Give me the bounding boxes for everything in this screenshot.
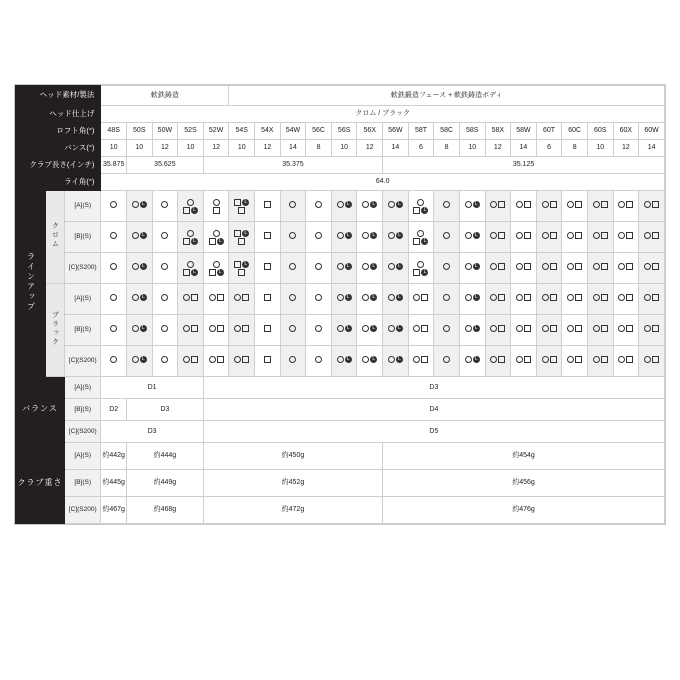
mark-cell: L [357,315,383,346]
mark-cell [639,346,665,377]
mark-cell [536,253,562,284]
mark-cell: L [126,253,152,284]
bounce-0: 10 [101,140,127,157]
lineup-row-label-black-b: [B](S) [65,315,101,346]
mark-cell: L [126,222,152,253]
mark-cell: L [408,253,434,284]
lineup-group-chrome: クロム [45,191,64,284]
loft-4: 52W [203,123,229,140]
row-weight-c [16,497,665,524]
head-finish-cell: クロム / ブラック [101,106,665,123]
mark-cell: L [357,284,383,315]
mark-cell [562,315,588,346]
weight-b-2: 約452g [203,470,382,497]
mark-cell: L [331,191,357,222]
loft-8: 56C [306,123,332,140]
balance-c-0: D3 [101,421,203,443]
mark-cell [639,253,665,284]
row-lineup-black-c [16,346,665,377]
mark-cell [306,222,332,253]
mark-cell: L [357,191,383,222]
mark-cell [613,346,639,377]
mark-cell [280,253,306,284]
mark-cell [229,315,255,346]
mark-cell [587,222,613,253]
mark-cell [562,222,588,253]
balance-b-0: D2 [101,399,127,421]
lineup-row-label-chrome-b: [B](S) [65,222,101,253]
mark-cell [613,222,639,253]
mark-cell [562,191,588,222]
mark-cell [434,346,460,377]
balance-b-2: D4 [203,399,664,421]
loft-12: 58T [408,123,434,140]
weight-c-3: 約476g [383,497,665,524]
club-length-2: 35.375 [203,157,382,174]
mark-cell [306,191,332,222]
mark-cell: L [459,253,485,284]
loft-0: 48S [101,123,127,140]
mark-cell: L [203,222,229,253]
loft-3: 52S [178,123,204,140]
balance-a-0: D1 [101,377,203,399]
mark-cell [511,191,537,222]
mark-cell [152,284,178,315]
mark-cell [203,346,229,377]
mark-cell [587,346,613,377]
mark-cell: L [357,253,383,284]
row-club-length [16,157,665,174]
mark-cell [280,346,306,377]
head-material-cell-0: 軟鉄鋳造 [101,86,229,106]
mark-cell: L [178,253,204,284]
mark-cell: L [331,284,357,315]
mark-cell [536,346,562,377]
mark-cell: L [383,191,409,222]
bounce-21: 14 [639,140,665,157]
bounce-18: 8 [562,140,588,157]
mark-cell [511,253,537,284]
mark-cell [178,315,204,346]
mark-cell [536,191,562,222]
mark-cell [101,222,127,253]
lineup-row-label-chrome-c: [C](S200) [65,253,101,284]
loft-14: 58S [459,123,485,140]
bounce-9: 10 [331,140,357,157]
balance-row-label-c: [C](S200) [65,421,101,443]
mark-cell [434,315,460,346]
mark-cell [255,222,281,253]
weight-a-1: 約444g [126,443,203,470]
mark-cell [152,191,178,222]
mark-cell [587,284,613,315]
balance-a-1: D3 [203,377,664,399]
loft-1: 50S [126,123,152,140]
mark-cell: L [229,191,255,222]
loft-13: 58C [434,123,460,140]
mark-cell [613,284,639,315]
loft-16: 58W [511,123,537,140]
row-lineup-chrome-b [16,222,665,253]
mark-cell [408,346,434,377]
mark-cell: L [459,315,485,346]
loft-20: 60X [613,123,639,140]
bounce-17: 6 [536,140,562,157]
loft-17: 60T [536,123,562,140]
mark-cell [280,315,306,346]
mark-cell [587,253,613,284]
mark-cell: L [459,191,485,222]
row-head-finish [16,106,665,123]
mark-cell: L [383,253,409,284]
mark-cell [203,191,229,222]
bounce-16: 14 [511,140,537,157]
mark-cell [152,315,178,346]
row-lie [16,174,665,191]
lie-cell: 64.0 [101,174,665,191]
bounce-20: 12 [613,140,639,157]
bounce-13: 8 [434,140,460,157]
mark-cell [255,191,281,222]
club-length-3: 35.125 [383,157,665,174]
mark-cell [485,222,511,253]
row-lineup-chrome-c [16,253,665,284]
weight-a-2: 約450g [203,443,382,470]
lineup-row-label-black-a: [A](S) [65,284,101,315]
mark-cell [562,346,588,377]
bounce-4: 12 [203,140,229,157]
mark-cell [485,191,511,222]
weight-b-0: 約445g [101,470,127,497]
bounce-6: 12 [255,140,281,157]
row-label-lie: ライ角(°) [16,174,101,191]
mark-cell [434,253,460,284]
bounce-14: 10 [459,140,485,157]
mark-cell: L [331,253,357,284]
mark-cell [434,222,460,253]
mark-cell [562,284,588,315]
row-label-club-length: クラブ長さ(インチ) [16,157,101,174]
bounce-11: 14 [383,140,409,157]
mark-cell [101,346,127,377]
mark-cell [408,315,434,346]
loft-5: 54S [229,123,255,140]
mark-cell [613,191,639,222]
mark-cell: L [383,222,409,253]
mark-cell [511,284,537,315]
weight-row-label-b: [B](S) [65,470,101,497]
club-length-1: 35.625 [126,157,203,174]
bounce-10: 12 [357,140,383,157]
balance-c-1: D5 [203,421,664,443]
mark-cell: L [408,222,434,253]
row-balance-b [16,399,665,421]
weight-row-label-c: [C](S200) [65,497,101,524]
mark-cell: L [459,222,485,253]
lineup-row-label-black-c: [C](S200) [65,346,101,377]
spec-table [15,85,665,524]
mark-cell [178,346,204,377]
mark-cell [101,284,127,315]
mark-cell [203,284,229,315]
loft-9: 56S [331,123,357,140]
bounce-19: 10 [587,140,613,157]
mark-cell: L [126,191,152,222]
loft-11: 56W [383,123,409,140]
bounce-2: 12 [152,140,178,157]
mark-cell [613,253,639,284]
row-bounce [16,140,665,157]
mark-cell: L [126,346,152,377]
mark-cell [255,315,281,346]
loft-10: 56X [357,123,383,140]
loft-18: 60C [562,123,588,140]
mark-cell [178,284,204,315]
loft-15: 58X [485,123,511,140]
row-label-club-weight: クラブ重さ [16,443,65,524]
mark-cell [280,191,306,222]
row-weight-b [16,470,665,497]
row-head-material [16,86,665,106]
mark-cell [536,315,562,346]
mark-cell: L [331,222,357,253]
mark-cell [613,315,639,346]
weight-c-0: 約467g [101,497,127,524]
mark-cell [639,315,665,346]
mark-cell [511,315,537,346]
balance-row-label-a: [A](S) [65,377,101,399]
mark-cell: L [331,315,357,346]
mark-cell [306,284,332,315]
mark-cell [255,284,281,315]
loft-21: 60W [639,123,665,140]
weight-b-3: 約456g [383,470,665,497]
row-balance-a [16,377,665,399]
mark-cell [536,284,562,315]
mark-cell [485,284,511,315]
loft-2: 50W [152,123,178,140]
loft-19: 60S [587,123,613,140]
bounce-12: 6 [408,140,434,157]
row-loft [16,123,665,140]
mark-cell: L [383,346,409,377]
row-label-head-material: ヘッド素材/製法 [16,86,101,106]
bounce-1: 10 [126,140,152,157]
lineup-row-label-chrome-a: [A](S) [65,191,101,222]
mark-cell: L [126,284,152,315]
mark-cell [280,284,306,315]
mark-cell [639,222,665,253]
mark-cell [485,315,511,346]
mark-cell [306,253,332,284]
mark-cell [280,222,306,253]
loft-6: 54X [255,123,281,140]
mark-cell [229,346,255,377]
mark-cell [101,253,127,284]
head-material-cell-1: 軟鉄鍛造フェース + 軟鉄鋳造ボディ [229,86,665,106]
mark-cell [152,253,178,284]
mark-cell [152,346,178,377]
row-weight-a [16,443,665,470]
mark-cell [101,315,127,346]
club-length-0: 35.875 [101,157,127,174]
row-lineup-black-b [16,315,665,346]
mark-cell [511,346,537,377]
balance-row-label-b: [B](S) [65,399,101,421]
mark-cell [229,284,255,315]
mark-cell: L [383,284,409,315]
row-label-head-finish: ヘッド仕上げ [16,106,101,123]
mark-cell [562,253,588,284]
weight-a-3: 約454g [383,443,665,470]
mark-cell: L [178,191,204,222]
mark-cell: L [331,346,357,377]
row-balance-c [16,421,665,443]
mark-cell [434,284,460,315]
mark-cell: L [229,222,255,253]
mark-cell: L [229,253,255,284]
mark-cell [101,191,127,222]
mark-cell: L [408,191,434,222]
mark-cell [485,253,511,284]
mark-cell [152,222,178,253]
mark-cell [485,346,511,377]
mark-cell [408,284,434,315]
mark-cell [255,346,281,377]
mark-cell: L [383,315,409,346]
bounce-7: 14 [280,140,306,157]
row-label-lineup: ラインアップ [16,191,46,377]
row-lineup-chrome-a [16,191,665,222]
spec-table-container [14,84,666,525]
mark-cell: L [178,222,204,253]
bounce-8: 8 [306,140,332,157]
mark-cell [306,315,332,346]
mark-cell: L [126,315,152,346]
bounce-15: 12 [485,140,511,157]
mark-cell [255,253,281,284]
loft-7: 54W [280,123,306,140]
bounce-3: 10 [178,140,204,157]
mark-cell: L [357,346,383,377]
mark-cell [587,191,613,222]
mark-cell [639,284,665,315]
weight-c-2: 約472g [203,497,382,524]
weight-a-0: 約442g [101,443,127,470]
row-label-balance: バランス [16,377,65,443]
balance-b-1: D3 [126,399,203,421]
row-label-loft: ロフト角(°) [16,123,101,140]
mark-cell [203,315,229,346]
bounce-5: 10 [229,140,255,157]
weight-b-1: 約449g [126,470,203,497]
weight-row-label-a: [A](S) [65,443,101,470]
mark-cell [511,222,537,253]
row-label-bounce: バンス(°) [16,140,101,157]
mark-cell: L [357,222,383,253]
mark-cell: L [459,284,485,315]
lineup-group-black: ブラック [45,284,64,377]
mark-cell [306,346,332,377]
weight-c-1: 約468g [126,497,203,524]
mark-cell: L [203,253,229,284]
mark-cell [434,191,460,222]
mark-cell [587,315,613,346]
row-lineup-black-a [16,284,665,315]
mark-cell [536,222,562,253]
mark-cell [639,191,665,222]
mark-cell: L [459,346,485,377]
